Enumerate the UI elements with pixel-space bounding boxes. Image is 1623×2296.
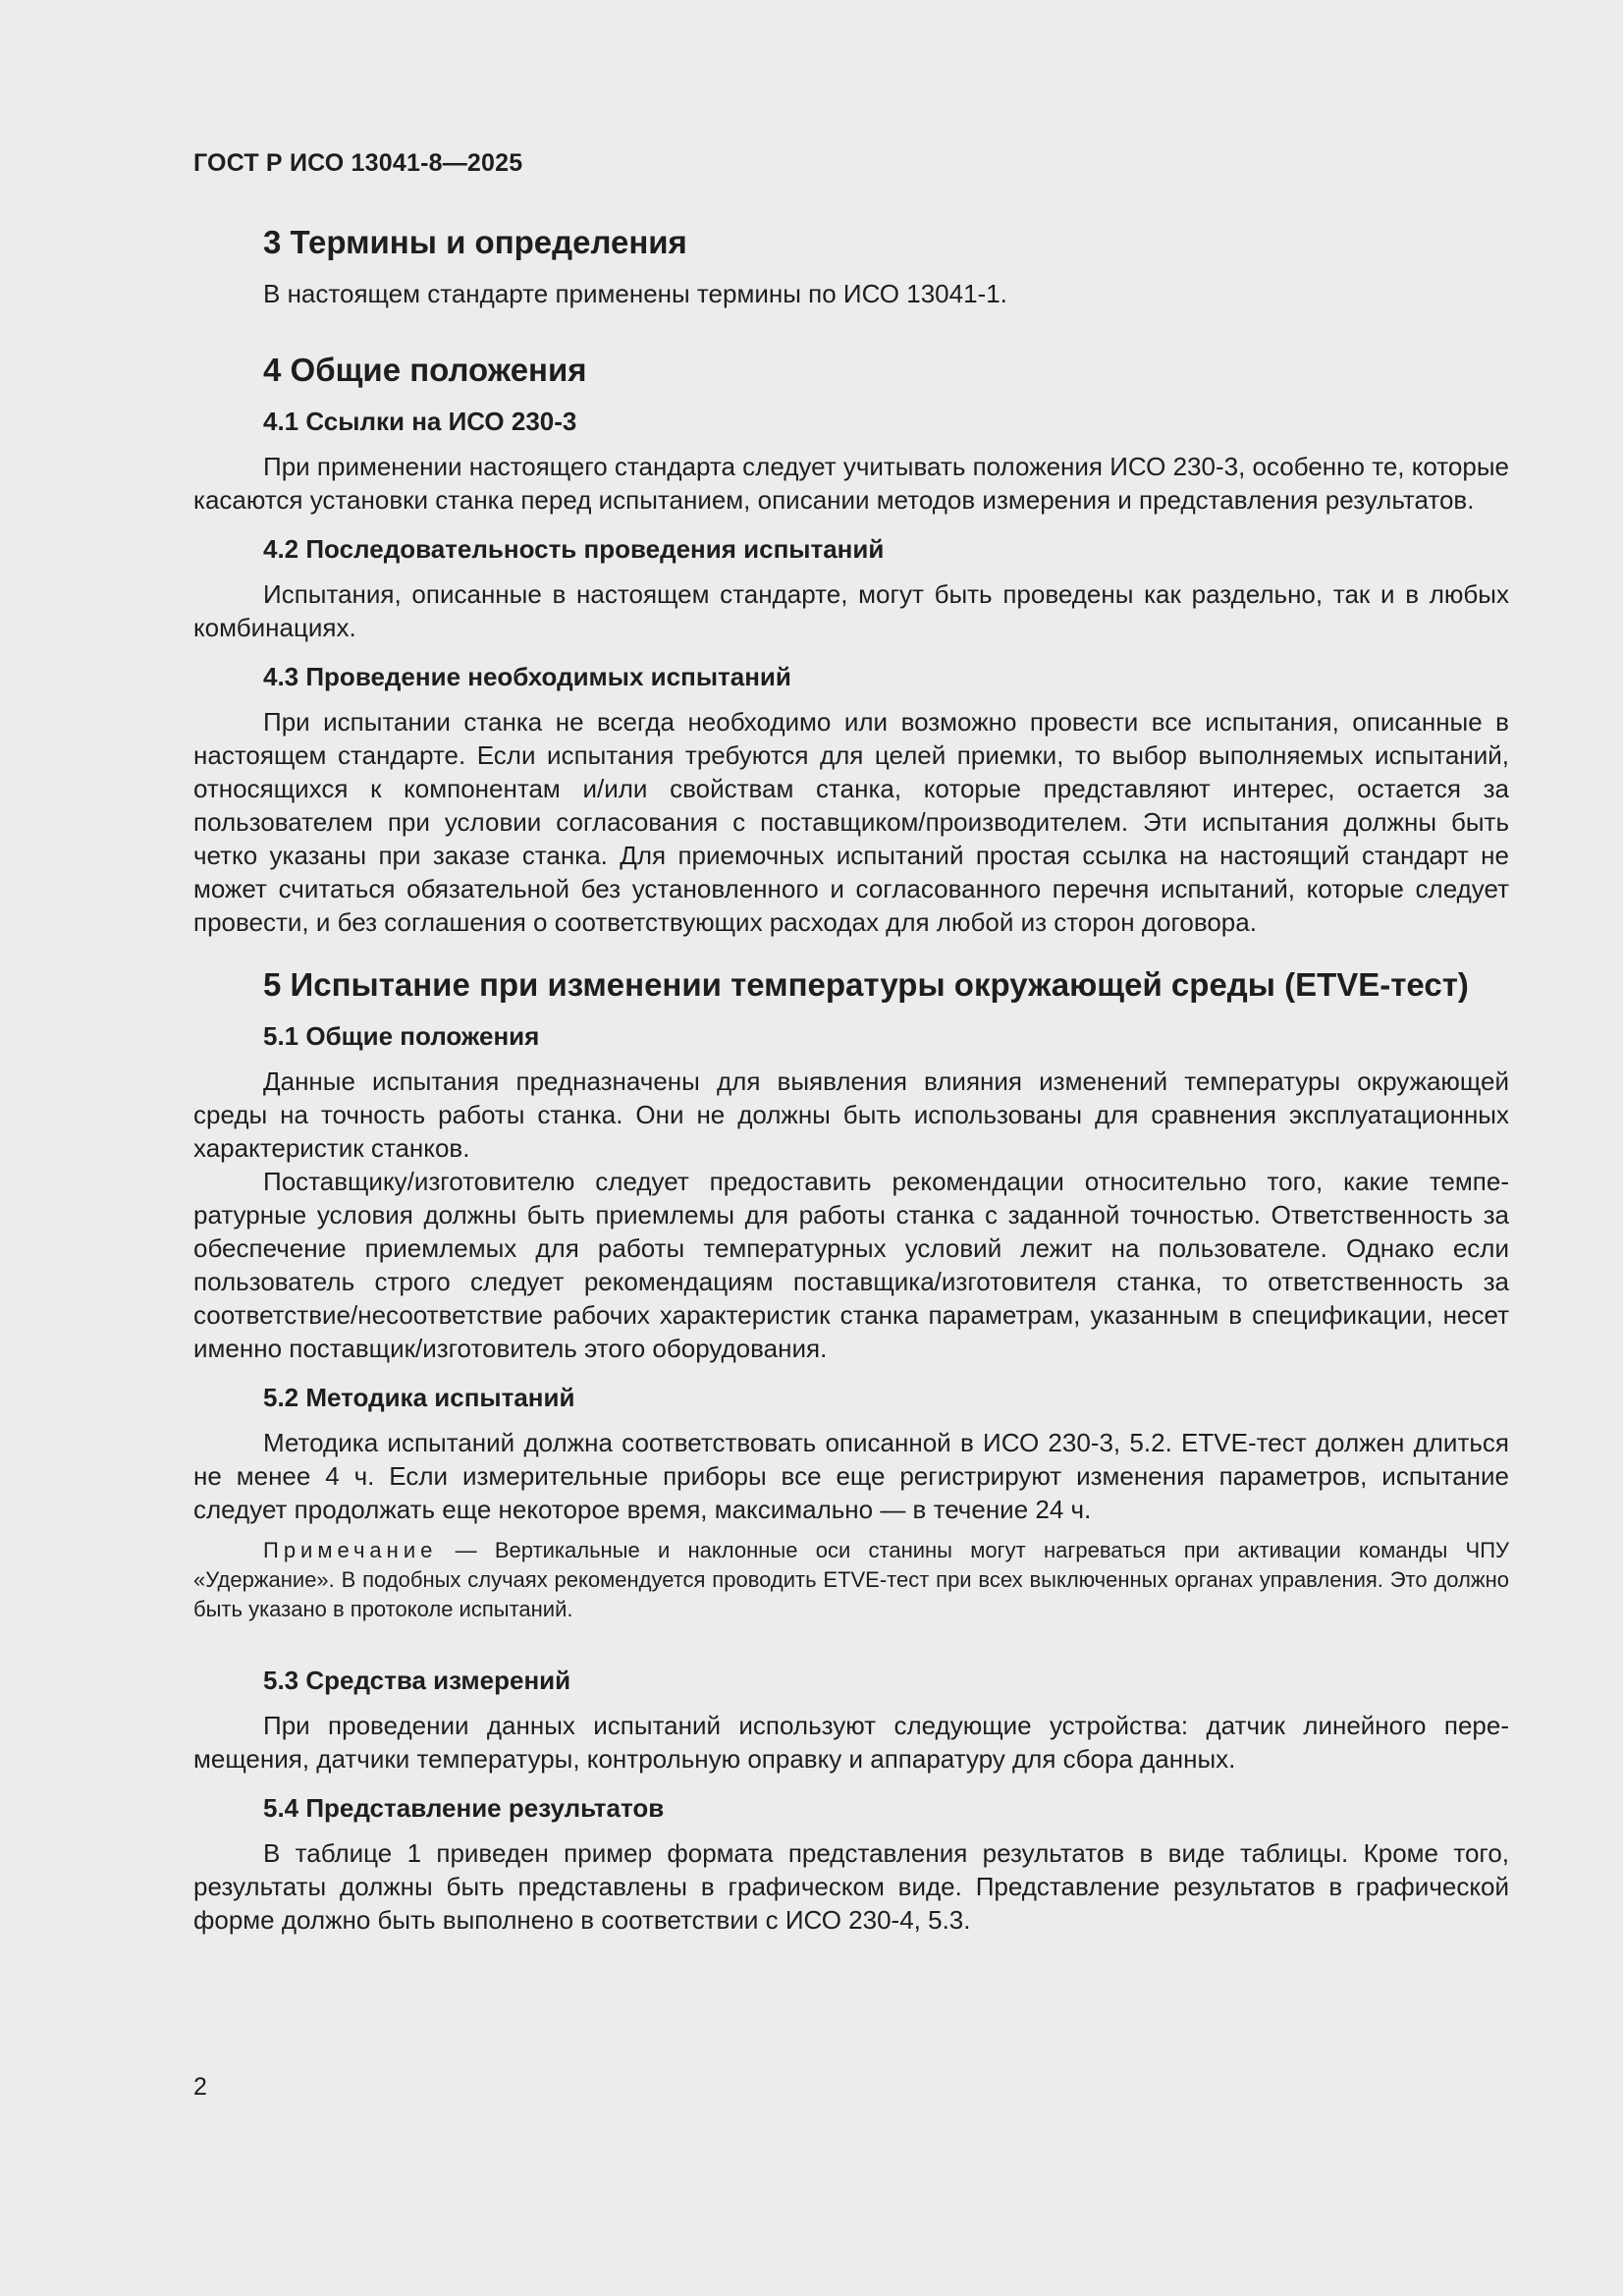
- note-label: Примечание: [263, 1538, 438, 1562]
- note-text: — Вертикальные и наклонные оси станины могут нагреваться при активации команды ЧПУ «Удержание». В подобных случаях рекомендуется проводить ETVE-тест при всех выключенных органах управления. Это должно быть указано в протоколе испытаний.: [193, 1538, 1509, 1621]
- page-number: 2: [193, 2073, 207, 2101]
- section-5-heading: 5 Испытание при изменении температуры окружающей среды (ETVE-тест): [263, 966, 1469, 1003]
- section-5-4-paragraph: В таблице 1 приведен пример формата представления результатов в виде таблицы. Кроме того, результаты должны быть представлены в графическом виде. Представление результатов в графической форме должно быть выполнено в соответствии с ИСО 230-4, 5.3.: [193, 1838, 1509, 1935]
- section-4-1-heading: 4.1 Ссылки на ИСО 230-3: [263, 407, 577, 436]
- section-3-heading: 3 Термины и определения: [263, 224, 687, 260]
- section-5-3-heading: 5.3 Средства измерений: [263, 1666, 571, 1695]
- section-5-2-heading: 5.2 Методика испытаний: [263, 1383, 575, 1412]
- section-5-1-paragraph-2: Поставщику/изготовителю следует предоставить рекомендации относительно того, какие температурные условия должны быть приемлемы для работы станка с заданной точностью. Ответственность за обеспечение приемлемых для работы температурных условий лежит на пользователе. Однако если пользователь строго следует рекомендациям поставщика/изготовителя станка, то ответственность за соответствие/несоответствие рабочих характеристик станка параметрам, указанным в спецификации, несет именно поставщик/изготовитель этого оборудования.: [193, 1167, 1509, 1363]
- section-5-2-note: [193, 1536, 1509, 1624]
- section-3-paragraph: В настоящем стандарте применены термины по ИСО 13041-1.: [263, 279, 1007, 308]
- section-4-heading: 4 Общие положения: [263, 352, 587, 388]
- section-4-2-paragraph: Испытания, описанные в настоящем стандарте, могут быть проведены как раздельно, так и в любых комбинациях.: [193, 579, 1509, 642]
- section-4-2-heading: 4.2 Последовательность проведения испытаний: [263, 534, 885, 564]
- section-5-3-paragraph: При проведении данных испытаний используют следующие устройства: датчик линейного перемещения, датчики температуры, контрольную оправку и аппаратуру для сбора данных.: [193, 1711, 1509, 1774]
- section-5-1-heading: 5.1 Общие положения: [263, 1021, 540, 1051]
- document-body: [193, 222, 1509, 1937]
- section-4-3-paragraph: При испытании станка не всегда необходимо или возможно провести все испытания, описанные в настоящем стандарте. Если испытания требуются для целей приемки, то выбор выполняемых испытаний, относящихся к компонентам и/или свойствам станка, которые представляют интерес, остается за пользователем при условии согласования с поставщиком/производителем. Эти испытания должны быть четко указаны при заказе станка. Для приемочных испытаний простая ссылка на настоящий стандарт не может считаться обязательной без установленного и согласованного перечня испытаний, которые следует провести, и без соглашения о соответствующих расходах для любой из сторон договора.: [193, 707, 1509, 937]
- section-5-4-heading: 5.4 Представление результатов: [263, 1793, 665, 1823]
- section-5-2-paragraph: Методика испытаний должна соответствовать описанной в ИСО 230-3, 5.2. ETVE-тест должен длиться не менее 4 ч. Если измерительные приборы все еще регистрируют изменения параметров, испытание следует продолжать еще некоторое время, максимально — в течение 24 ч.: [193, 1428, 1509, 1524]
- section-5-1-paragraph-1: Данные испытания предназначены для выявления влияния изменений температуры окружающей среды на точность работы станка. Они не должны быть использованы для сравнения эксплуатационных характеристик станков.: [193, 1066, 1509, 1163]
- section-4-3-heading: 4.3 Проведение необходимых испытаний: [263, 662, 791, 691]
- section-4-1-paragraph: При применении настоящего стандарта следует учитывать положения ИСО 230-3, особенно те, которые касаются установки станка перед испытанием, описании методов измерения и представления результатов.: [193, 452, 1509, 515]
- document-header: ГОСТ Р ИСО 13041-8—2025: [193, 149, 523, 177]
